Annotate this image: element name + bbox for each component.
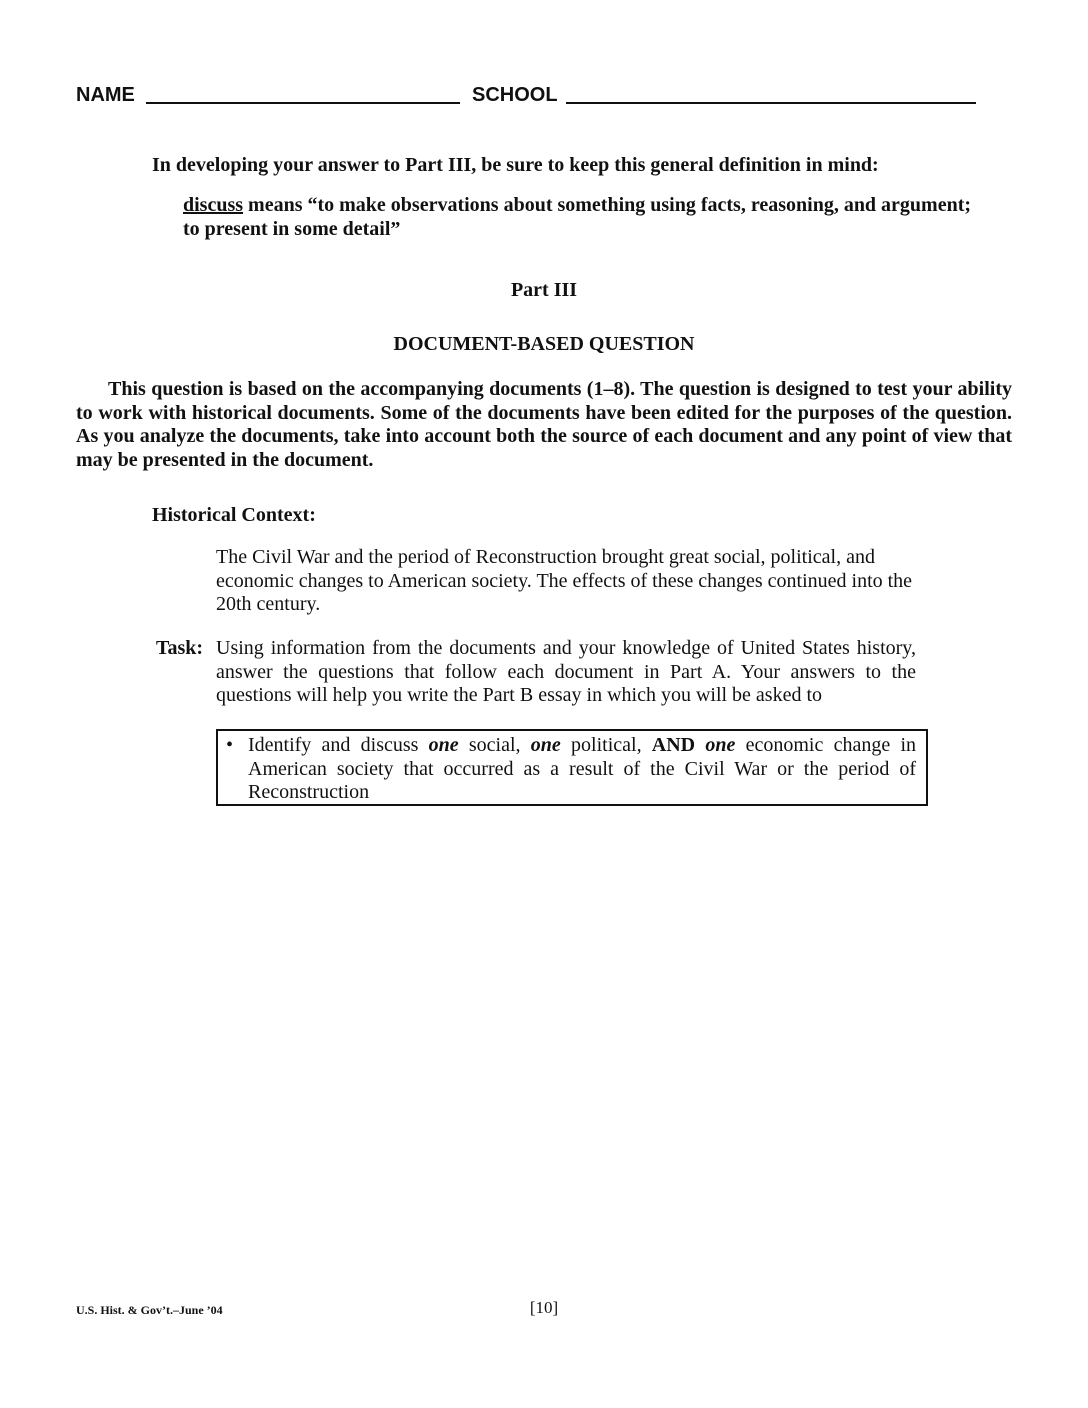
task-label: Task: [156, 637, 204, 659]
task-box-one-social: one [428, 734, 459, 756]
task-box-part2: social, [458, 734, 531, 756]
task-box-text [248, 734, 916, 805]
name-label: NAME [76, 84, 135, 106]
historical-context-text: The Civil War and the period of Reconstruction brought great social, political, and economic changes to American society. The effects of these changes continued into the 20th century. [216, 546, 913, 615]
intro-instruction: In developing your answer to Part III, be sure to keep this general definition in mind: [152, 154, 879, 176]
section-title: DOCUMENT-BASED QUESTION [393, 333, 695, 355]
task-box-one-political: one [530, 734, 561, 756]
directions-paragraph: This question is based on the accompanying documents (1–8). The question is designed to test your ability to work with historical documents. Some of the documents have been edited for the purposes of the question. As you analyze the documents, take into account both the source of each document and any point of view that may be presented in the document. [76, 378, 1012, 471]
task-box-part4: economic change in American society that occurred as a result of the Civil War or the period of Reconstruction [248, 734, 916, 803]
historical-context-heading: Historical Context: [152, 504, 316, 526]
task-text: Using information from the documents and your knowledge of United States history, answer the questions that follow each document in Part A. Your answers to the questions will help you write the Part B essay in which you will be asked to [216, 637, 916, 706]
school-label: SCHOOL [472, 84, 558, 106]
definition-text: means “to make observations about something using facts, reasoning, and argument; to present in some detail” [183, 194, 972, 240]
task-box-and: AND [651, 734, 696, 756]
part-title: Part III [510, 279, 578, 301]
task-box-part1: Identify and discuss [248, 734, 429, 756]
definition-term: discuss [183, 194, 244, 216]
task-box-one-economic: one [705, 734, 736, 756]
page-number: [10] [529, 1298, 559, 1317]
school-field[interactable] [566, 102, 976, 104]
exam-footer: U.S. Hist. & Gov’t.–June ’04 [76, 1303, 223, 1317]
bullet-icon: • [226, 734, 234, 756]
name-field[interactable] [146, 102, 460, 104]
task-box-part3: political, [560, 734, 652, 756]
definition-block [183, 193, 973, 241]
